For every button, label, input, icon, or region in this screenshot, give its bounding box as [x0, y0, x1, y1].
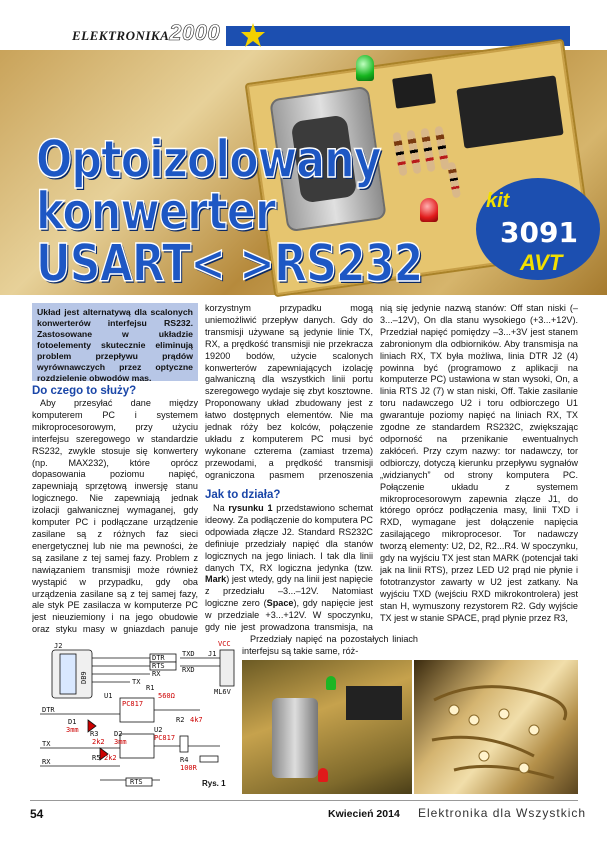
pcb-traces — [414, 660, 578, 794]
label-d2-value: 3mm — [114, 738, 127, 746]
label-r4: R4 — [180, 756, 189, 764]
column-3-text — [380, 303, 578, 657]
issue-date: Kwiecień 2014 — [328, 808, 400, 820]
label-r3: R3 — [90, 730, 99, 738]
paragraph: nią się jedynie nazwą stanów: Off stan niski (–3...–12V), On dla stanu wysokiego (+3...+12V). Przedział napięć pomiędzy –3...+3V jest stanem zabronionym dla odbiorników. Aby transmisja na liniach RX, TX była możliwa, linia DTR J2 (4) powinna być (programowo z aplikacji na komputerze PC) ustawiona w stan wysoki, On, a linia RTS J2 (7) w stan niski, Off. Takie zasilanie toru nadawczego U2 i toru odbiorczego U1 gwarantuje poziomy napięć na liniach RX, TX zgodne ze standardem RS232C, zwiększając odporność na przenikanie ewentualnych zakłóceń. Przy czym nazwy: tor nadawczy, tor odbiorczy, dotyczą kierunku przepływu sygnałów „widzianych” od strony komputera PC. Połączenie układu z systemem mikroprocesorowym zapewnia złącze J1, do którego oprócz podłączenia masy, linii TXD i RXD, wymagane jest dołączenie napięcia zasilającego mikroprocesor. Tor nadawczy tworzą elementy: U2, D2, R2...R4. W spoczynku, gdy na wyjściu TX jest stan MARK (potencjał taki jak na linii RTS), przez LED U2 prąd nie płynie i fototranzystor zawarty w U2 jest zatkany. Na wyjściu TXD (wejściu RXD mikrokontrolera) jest stan H, wymuszony rezystorem R2. Gdy wyjście TX jest w stanie SPACE, prąd płynie przez R3, — [380, 303, 578, 623]
label-u2: U2 — [154, 726, 163, 734]
figure-caption: Rys. 1 — [202, 779, 226, 788]
column-2-text — [205, 303, 373, 483]
label-r5-value: 2k2 — [104, 754, 117, 762]
label-tx-2: TX — [42, 740, 51, 748]
label-vcc: VCC — [218, 640, 231, 648]
optocoupler-chip — [392, 73, 436, 108]
label-rx: RX — [152, 670, 161, 678]
logo-text: ELEKTRONIKA — [72, 28, 170, 43]
paragraph: Przedziały napięć na pozostałych liniach interfejsu są takie same, róż- — [242, 634, 418, 656]
label-rxd: RXD — [182, 666, 195, 674]
label-d2: D2 — [114, 730, 123, 738]
title-line-1: Optoizolowany — [36, 130, 381, 190]
green-led — [356, 55, 374, 81]
label-d1-value: 3mm — [66, 726, 79, 734]
label-pc817-u1: PC817 — [122, 700, 144, 708]
pcb-bottom-photo — [414, 660, 578, 794]
assembled-board-photo — [242, 660, 412, 794]
schematic-figure — [30, 636, 238, 794]
column-1-text — [32, 398, 198, 634]
magazine-name: Elektronika dla Wszystkich — [418, 806, 587, 820]
kit-number: 3091 — [500, 216, 578, 249]
footer-divider — [30, 800, 578, 801]
red-led — [420, 198, 438, 222]
label-db9: DB9 — [80, 671, 88, 684]
label-dtr-2: DTR — [42, 706, 55, 714]
db9-connector — [272, 698, 318, 778]
red-led — [318, 768, 328, 782]
title-line-3: USART< >RS232 — [36, 234, 423, 294]
label-r1-value: 560Ω — [158, 692, 175, 700]
label-r3-value: 2k2 — [92, 738, 105, 746]
label-r2-value: 4k7 — [190, 716, 203, 724]
column-2-text-b — [205, 503, 373, 635]
label-r1: R1 — [146, 684, 155, 692]
paragraph: Aby przesyłać dane między komputerem PC i systemem mikroprocesorowym, przy użyciu interfejsu szeregowego w standardzie RS232, zwykle stosuje się konwertery (np. MAX232), które oprócz dopasowania poziomu napięć, zapewniają sprzętową inwersję stanu logicznego. Nie zapewniają jednak izolacji galwanicznej wymaganej, gdy komputer PC i podłączane urządzenie zasilane są z różnych faz sieci energetycznej lub nie ma pewności, że są zasilane z tej samej fazy. Problem z nawiązaniem transmisji może również wystąpić w przypadku, gdy oba urządzenia zasilane są z tej samej fazy, ale styk PE zasilacza w komputerze PC jest nieuziemiony i na jego obudowie oraz styku masy w gniazdach panuje — [32, 398, 198, 634]
section-heading-how: Jak to działa? — [205, 489, 281, 501]
paragraph: korzystnym przypadku mogą uniemożliwić przepływ danych. Gdy do transmisji używane są jedynie linie TX, RX, a prędkość transmisji nie przekracza 19200 bodów, użycie scalonych konwerterów zapewniających izolację galwaniczną dla wszystkich linii portu szeregowego wydaje się zbyt kosztowne. Proponowany układ zbudowany jest z łatwo dostępnych elementów. Nie ma jednak róży bez kolców, połączenie układu z komputerem PC musi być wykonane czterema (zamiast trzema) przewodami, a prędkość transmisji ograniczona pasmem przenoszenia — [205, 303, 373, 480]
logo-year: 2000 — [169, 20, 221, 45]
label-r2: R2 — [176, 716, 185, 724]
label-j1: J1 — [208, 650, 217, 658]
label-u1: U1 — [104, 692, 113, 700]
schematic-drawing — [30, 636, 238, 794]
green-led — [326, 676, 336, 690]
label-ml6: ML6V — [214, 688, 231, 696]
label-rts-2: RTS — [130, 778, 143, 786]
label-dtr: DTR — [152, 654, 165, 662]
section-heading-purpose: Do czego to służy? — [32, 385, 137, 397]
lead-paragraph: Układ jest alternatywą dla scalonych konwerterów interfejsu RS232. Zastosowane w układzie fotoelementy skutecznie eliminują problem przepływu prądów wyrównawczych przez optyczne rozdzielenie obwodów mas. — [32, 303, 198, 381]
label-d1: D1 — [68, 718, 77, 726]
magazine-logo — [72, 20, 220, 46]
paragraph: Na rysunku 1 przedstawiono schemat ideowy. Za podłączenie do komputera PC odpowiada złącze J2. Standard RS232C definiuje przedziały napięć dla stanów logicznych na jego liniach. I tak dla linii danych TX, RX logiczna jedynka (tzw. Mark) jest wtedy, gdy na linii jest napięcie z przedziału –3...–12V. Natomiast logiczne zero (Space), gdy napięcie jest w przedziale +3...+12V. W spoczynku, gdy nie jest prowadzona transmisja, na — [205, 503, 373, 633]
kit-label: kit — [486, 190, 510, 212]
star-icon — [240, 22, 266, 48]
label-r5: R5 — [92, 754, 101, 762]
label-tx: TX — [132, 678, 141, 686]
label-pc817-u2: PC817 — [154, 734, 176, 742]
label-r4-value: 100R — [180, 764, 197, 772]
label-rts: RTS — [152, 662, 165, 670]
title-line-2: konwerter — [36, 182, 276, 242]
kit-brand: AVT — [520, 250, 563, 275]
idc-header — [346, 686, 402, 720]
page-number: 54 — [30, 807, 44, 821]
label-rx-2: RX — [42, 758, 51, 766]
label-txd: TXD — [182, 650, 195, 658]
label-j2: J2 — [54, 642, 63, 650]
